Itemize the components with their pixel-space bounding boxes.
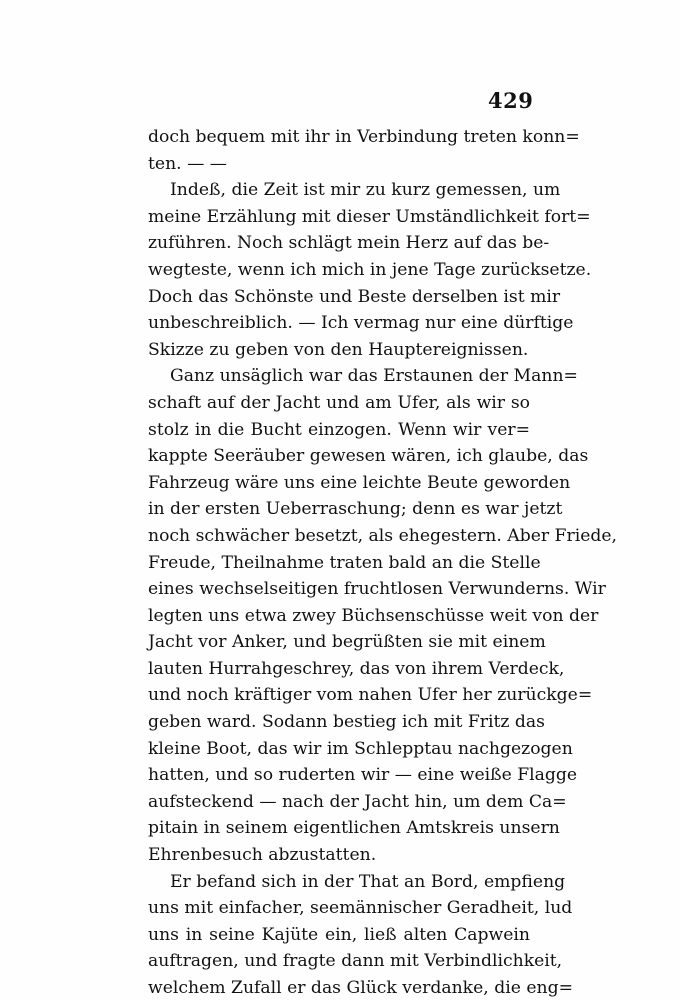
text-line: doch bequem mit ihr in Verbindung treten konn= (148, 127, 580, 147)
text-line: Fahrzeug wäre uns eine leichte Beute geworden (148, 472, 571, 493)
paragraph (148, 124, 580, 177)
text-line: aufsteckend — nach der Jacht hin, um dem Ca= (148, 791, 567, 812)
text-line: kappte Seeräuber gewesen wären, ich glaube, das (148, 446, 589, 467)
text-line: legten uns etwa zwey Büchsenschüsse weit von der (148, 605, 599, 626)
text-line: und noch kräftiger vom nahen Ufer her zurückge= (148, 685, 593, 706)
text-line: wegteste, wenn ich mich in jene Tage zurücksetze. (148, 259, 592, 280)
page-number: 429 (488, 88, 534, 113)
text-line: Jacht vor Anker, und begrüßten sie mit einem (148, 632, 546, 653)
text-line: Ehrenbesuch abzustatten. (148, 845, 377, 866)
text-line: in der ersten Ueberraschung; denn es war jetzt (148, 499, 563, 520)
text-line: hatten, und so ruderten wir — eine weiße Flagge (148, 765, 578, 786)
text-line: uns in seine Kajüte ein, ließ alten Capwein (148, 924, 530, 945)
text-line: Skizze zu geben von den Hauptereignissen. (148, 339, 529, 360)
paragraph (148, 869, 573, 1002)
text-line: schaft auf der Jacht und am Ufer, als wir so (148, 392, 530, 413)
text-line: eines wechselseitigen fruchtlosen Verwunderns. Wir (148, 579, 606, 600)
text-line: Freude, Theilnahme traten bald an die Stelle (148, 552, 541, 573)
text-line: ten. — — (148, 153, 227, 174)
text-line: welchem Zufall er das Glück verdanke, die eng= (148, 978, 573, 998)
text-line: zuführen. Noch schlägt mein Herz auf das be- (148, 233, 550, 254)
text-line: Doch das Schönste und Beste derselben ist mir (148, 286, 561, 307)
text-line: Er befand sich in der That an Bord, empfieng (170, 871, 566, 892)
text-line: pitain in seinem eigentlichen Amtskreis unsern (148, 818, 560, 839)
text-line: unbeschreiblich. — Ich vermag nur eine dürftige (148, 313, 574, 334)
text-line: Ganz unsäglich war das Erstaunen der Mann= (170, 366, 578, 387)
text-line: noch schwächer besetzt, als ehegestern. Aber Friede, (148, 525, 617, 546)
text-line: kleine Boot, das wir im Schlepptau nachgezogen (148, 738, 573, 759)
paragraph (148, 363, 617, 868)
body-text (148, 124, 617, 1002)
text-line: auftragen, und fragte dann mit Verbindlichkeit, (148, 951, 563, 972)
text-line: lauten Hurrahgeschrey, das von ihrem Verdeck, (148, 658, 565, 679)
text-line: uns mit einfacher, seemännischer Geradheit, lud (148, 898, 573, 919)
paragraph (148, 177, 592, 363)
text-line: geben ward. Sodann bestieg ich mit Fritz das (148, 712, 545, 733)
text-line: Indeß, die Zeit ist mir zu kurz gemessen, um (170, 180, 561, 201)
text-line: stolz in die Bucht einzogen. Wenn wir ver= (148, 419, 530, 440)
text-line: meine Erzählung mit dieser Umständlichkeit fort= (148, 206, 591, 227)
